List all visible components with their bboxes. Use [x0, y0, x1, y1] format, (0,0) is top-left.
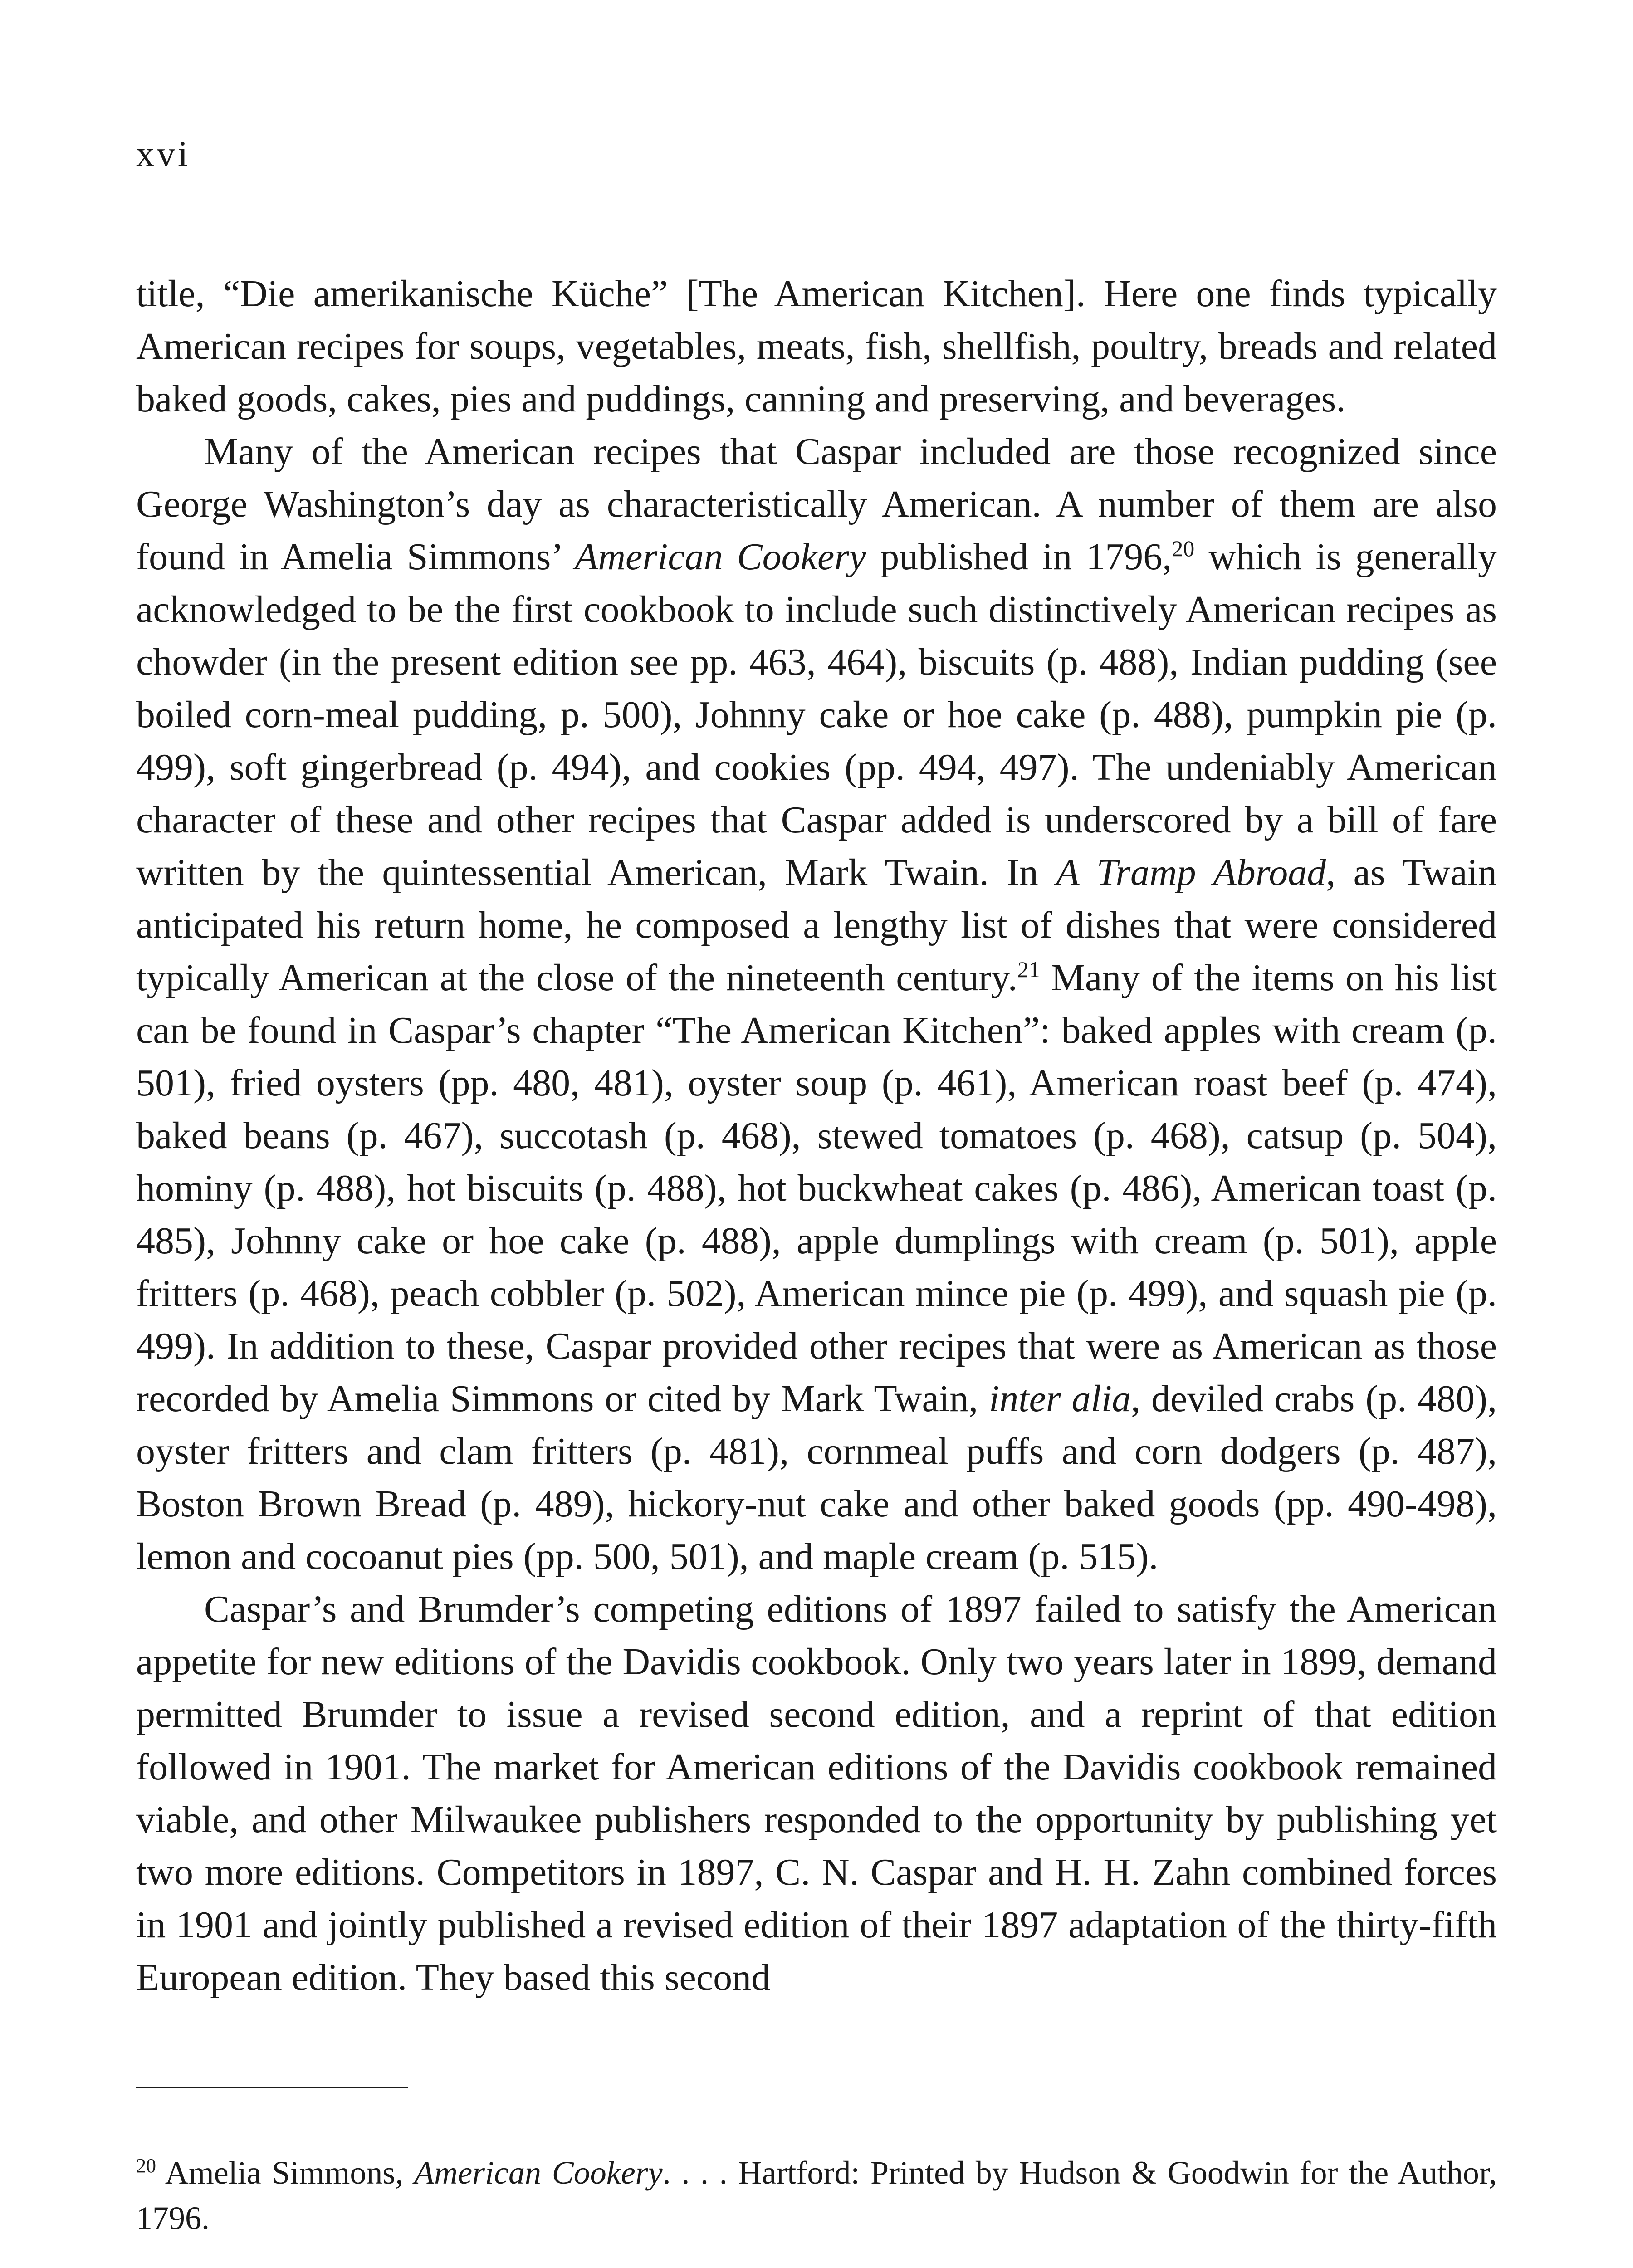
- book-title-a-tramp-abroad: A Tramp Abroad: [1056, 851, 1326, 894]
- paragraph-2-text-c: which is generally acknowledged to be the first cookbook to include such distinctively American recipes as chowder (in the present edition see pp. 463, 464), biscuits (p. 488), Indian pudding (see boiled corn-meal pudding, p. 500), Johnny cake or hoe cake (p. 488), pumpkin pie (p. 499), soft gingerbread (p. 494), and cookies (pp. 494, 497). The undeniably American character of these and other recipes that Caspar added is underscored by a bill of fare written by the quintessential American, Mark Twain. In: [136, 536, 1497, 894]
- paragraph-2-text-e: Many of the items on his list can be found in Caspar’s chapter “The American Kitchen”: baked apples with cream (p. 501), fried oysters (pp. 480, 481), oyster soup (p. 461), American roast beef (p. 474), baked beans (p. 467), succotash (p. 468), stewed tomatoes (p. 468), catsup (p. 504), hominy (p. 488), hot biscuits (p. 488), hot buckwheat cakes (p. 486), American toast (p. 485), Johnny cake or hoe cake (p. 488), apple dumplings with cream (p. 501), apple fritters (p. 468), peach cobbler (p. 502), American mince pie (p. 499), and squash pie (p. 499). In addition to these, Caspar provided other recipes that were as American as those recorded by Amelia Simmons or cited by Mark Twain,: [136, 957, 1497, 1420]
- footnotes: [136, 2150, 1497, 2268]
- book-title-american-cookery: American Cookery: [575, 536, 866, 578]
- page-number: xvi: [136, 134, 191, 174]
- paragraph-3: Caspar’s and Brumder’s competing editions of 1897 failed to satisfy the American appetite for new editions of the Davidis cookbook. Only two years later in 1899, demand permitted Brumder to issue a revised second edition, and a reprint of that edition followed in 1901. The market for American editions of the Davidis cookbook remained viable, and other Milwaukee publishers responded to the opportunity by publishing yet two more editions. Competitors in 1897, C. N. Caspar and H. H. Zahn combined forces in 1901 and jointly published a revised edition of their 1897 adaptation of the thirty-fifth European edition. They based this second: [136, 1588, 1497, 1999]
- paragraph-2: [136, 425, 1497, 1583]
- footnote-20-text-b: . . . . Hartford: Printed by Hudson & Goodwin for the Author, 1796.: [136, 2155, 1497, 2236]
- body-text: [136, 268, 1497, 2004]
- footnote-20-mark: 20: [136, 2155, 156, 2177]
- footnote-ref-20[interactable]: 20: [1172, 536, 1195, 561]
- footnote-20: [136, 2150, 1497, 2241]
- paragraph-1: title, “Die amerikanische Küche” [The American Kitchen]. Here one finds typically American recipes for soups, vegetables, meats, fish, shellfish, poultry, breads and related baked goods, cakes, pies and puddings, canning and preserving, and beverages.: [136, 273, 1497, 420]
- paragraph-2-text-d: , as Twain anticipated his return home, he composed a lengthy list of dishes that were considered typically American at the close of the nineteenth century.: [136, 851, 1497, 999]
- paragraph-2-text-f: , deviled crabs (p. 480), oyster fritters and clam fritters (p. 481), cornmeal puffs and corn dodgers (p. 487), Boston Brown Bread (p. 489), hickory-nut cake and other baked goods (pp. 490-498), lemon and cocoanut pies (pp. 500, 501), and maple cream (p. 515).: [136, 1378, 1497, 1578]
- footnote-20-title: American Cookery: [414, 2155, 663, 2191]
- footnote-ref-21[interactable]: 21: [1017, 957, 1040, 982]
- latin-phrase-inter-alia: inter alia: [988, 1378, 1131, 1420]
- paragraph-2-text-a: Many of the American recipes that Caspar included are those recognized since George Washington’s day as characteristically American. A number of them are also found in Amelia Simmons’: [136, 430, 1497, 578]
- footnote-20-text-a: Amelia Simmons,: [156, 2155, 415, 2191]
- footnote-rule: [136, 2087, 408, 2088]
- paragraph-2-text-b: published in 1796,: [866, 536, 1172, 578]
